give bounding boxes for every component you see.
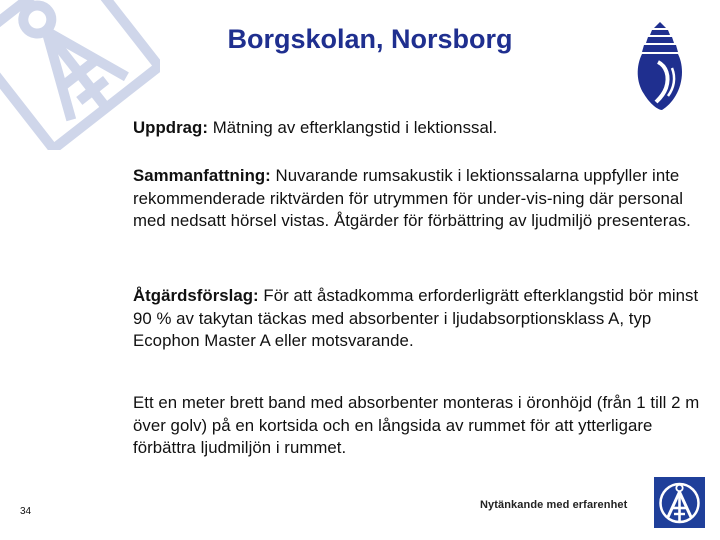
paragraph-atgardsforslag [133,285,708,353]
page-number: 34 [20,506,32,517]
paragraph-text: För att åstadkomma erforderligrätt efterklangstid bör minst 90 % av takytan täckas med absorbenter i ljudabsorptionsklass A, typ Ecophon Master A eller motsvarande. [133,286,699,350]
shell-icon [632,20,688,112]
paragraph-sammanfattning [133,165,708,233]
paragraph-uppdrag [133,117,708,140]
paragraph-text: Ett en meter brett band med absorbenter monteras i öronhöjd (från 1 till 2 m över golv) på en kortsida och en långsida av rummet för att ytterligare förbättra ljudmiljön i rummet. [133,393,700,457]
paragraph-band [133,392,708,460]
paragraph-text: Mätning av efterklangstid i lektionssal. [207,118,498,137]
paragraph-text: Nuvarande rumsakustik i lektionssalarna uppfyller inte rekommenderade riktvärden för utrymmen för under-vis-ning där personal med nedsatt hörsel vistas. Åtgärder för förbättring av ljudmiljö presenteras. [133,166,691,230]
af-logo-icon [654,477,705,528]
paragraph-label: Uppdrag: [133,118,208,137]
page-title: Borgskolan, Norsborg [227,24,513,54]
footer-slogan: Nytänkande med erfarenhet [480,499,628,511]
paragraph-label: Åtgärdsförslag: [133,286,259,305]
paragraph-label: Sammanfattning: [133,166,271,185]
